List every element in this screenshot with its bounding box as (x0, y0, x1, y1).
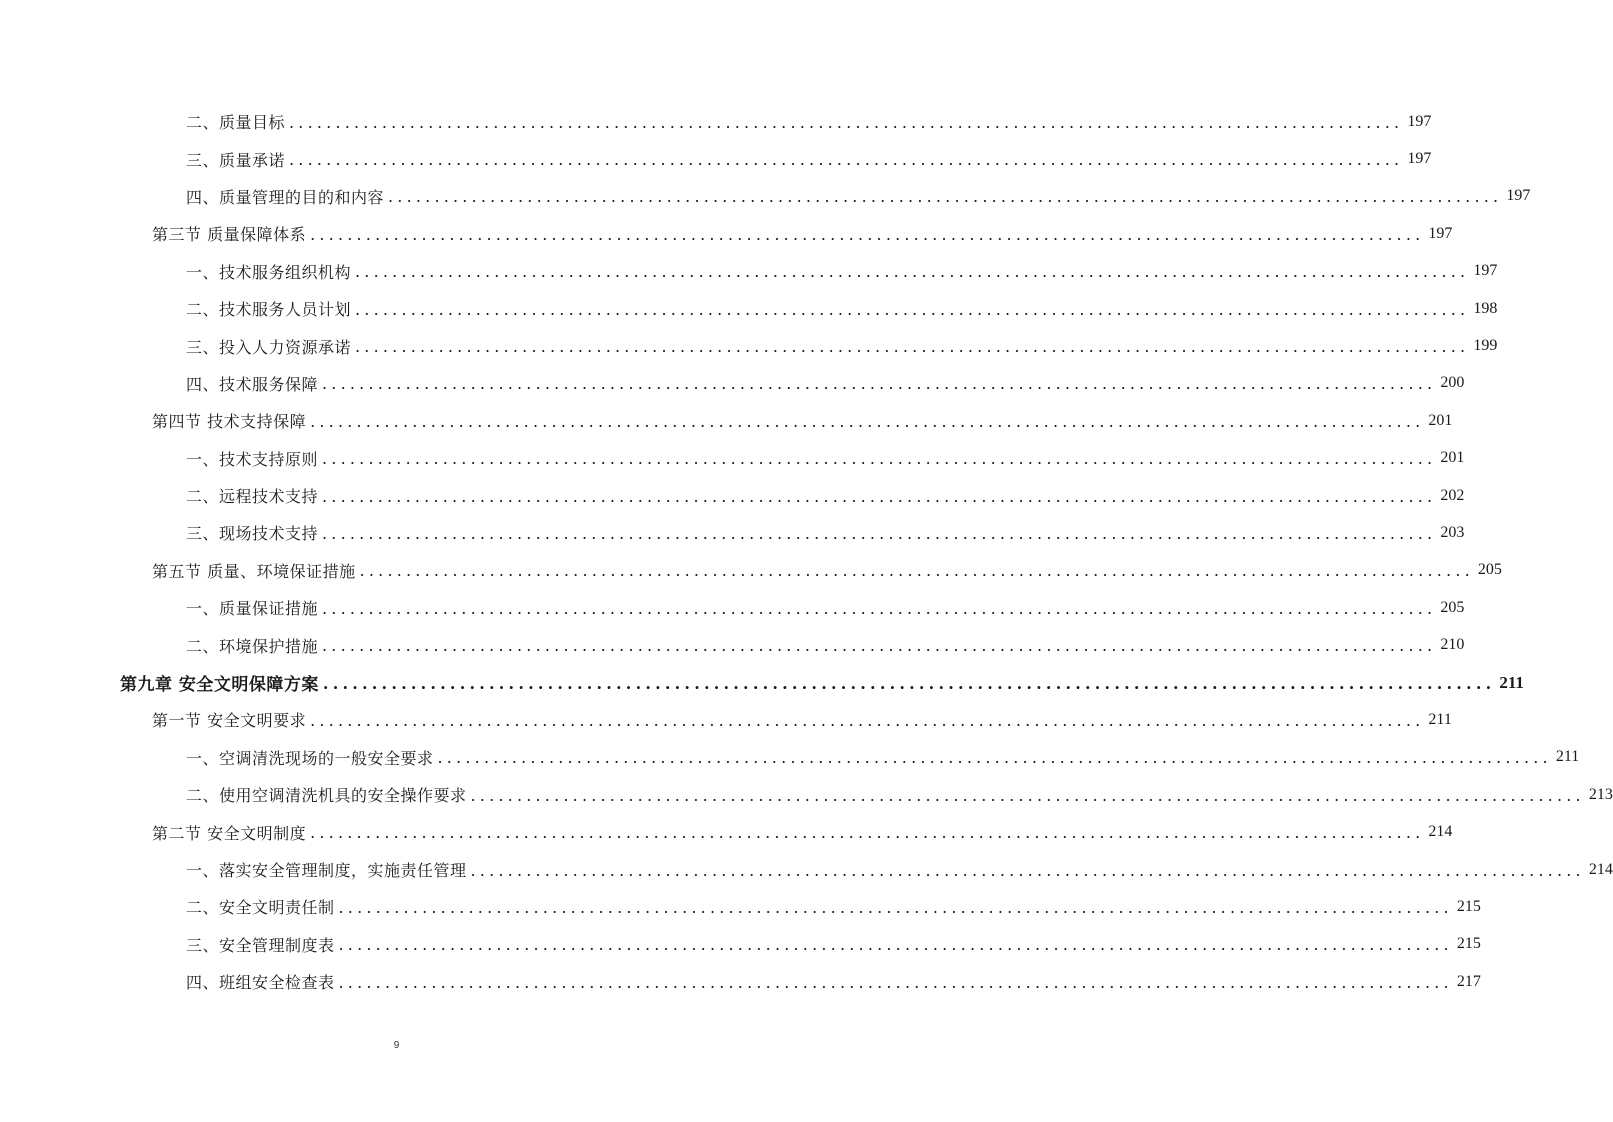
toc-dot-leader: ........................................................................................................................ (322, 374, 1437, 394)
toc-entry-page: 198 (1473, 299, 1498, 317)
toc-entry-title: 一、质量保证措施 (186, 596, 322, 619)
toc-entry-page: 199 (1473, 337, 1498, 355)
toc-dot-leader: ........................................................................................................................ (322, 673, 1496, 693)
toc-dot-leader: ........................................................................................................................ (338, 935, 1453, 955)
toc-entry-title: 第三节 质量保障体系 (152, 222, 310, 245)
toc-entry-page: 197 (1473, 262, 1498, 280)
toc-item-entry[interactable] (0, 888, 1481, 925)
toc-entry-page: 202 (1440, 486, 1465, 504)
toc-dot-leader: ........................................................................................................................ (310, 710, 1425, 730)
toc-entry-title: 三、安全管理制度表 (186, 933, 339, 956)
toc-item-entry[interactable] (0, 963, 1481, 1000)
toc-entry-page: 211 (1555, 748, 1580, 766)
toc-section-entry[interactable] (0, 215, 1453, 252)
table-of-contents (0, 103, 1613, 1000)
toc-dot-leader: ........................................................................................................................ (289, 150, 1404, 170)
toc-entry-title: 第九章 安全文明保障方案 (120, 670, 323, 695)
toc-entry-page: 215 (1456, 935, 1481, 953)
toc-entry-page: 197 (1428, 224, 1453, 242)
toc-entry-page: 215 (1456, 897, 1481, 915)
toc-entry-title: 第二节 安全文明制度 (152, 821, 310, 844)
toc-item-entry[interactable] (0, 926, 1481, 963)
toc-entry-title: 二、技术服务人员计划 (186, 297, 355, 320)
toc-item-entry[interactable] (0, 140, 1432, 177)
toc-entry-title: 二、远程技术支持 (186, 484, 322, 507)
toc-dot-leader: ........................................................................................................................ (470, 785, 1585, 805)
toc-dot-leader: ........................................................................................................................ (310, 823, 1425, 843)
toc-dot-leader: ........................................................................................................................ (470, 860, 1585, 880)
toc-entry-page: 211 (1499, 672, 1524, 692)
toc-dot-leader: ........................................................................................................................ (355, 262, 1470, 282)
toc-entry-title: 二、环境保护措施 (186, 634, 322, 657)
toc-item-entry[interactable] (0, 440, 1465, 477)
toc-item-entry[interactable] (0, 776, 1613, 813)
toc-item-entry[interactable] (0, 851, 1613, 888)
toc-dot-leader: ........................................................................................................................ (437, 748, 1552, 768)
toc-dot-leader: ........................................................................................................................ (322, 636, 1437, 656)
toc-entry-title: 一、技术支持原则 (186, 447, 322, 470)
toc-chapter-entry[interactable] (0, 664, 1524, 701)
toc-entry-title: 三、投入人力资源承诺 (186, 335, 355, 358)
toc-entry-page: 205 (1440, 598, 1465, 616)
toc-item-entry[interactable] (0, 739, 1580, 776)
toc-section-entry[interactable] (0, 813, 1453, 850)
toc-dot-leader: ........................................................................................................................ (322, 486, 1437, 506)
toc-section-entry[interactable] (0, 402, 1453, 439)
toc-entry-title: 三、质量承诺 (186, 148, 289, 171)
toc-entry-title: 一、落实安全管理制度，实施责任管理 (186, 858, 471, 881)
toc-entry-page: 201 (1428, 411, 1453, 429)
toc-entry-page: 200 (1440, 374, 1465, 392)
toc-entry-title: 第四节 技术支持保障 (152, 409, 310, 432)
toc-entry-title: 四、班组安全检查表 (186, 970, 339, 993)
toc-entry-page: 214 (1588, 860, 1613, 878)
toc-dot-leader: ........................................................................................................................ (322, 523, 1437, 543)
toc-dot-leader: ........................................................................................................................ (322, 449, 1437, 469)
toc-dot-leader: ........................................................................................................................ (355, 337, 1470, 357)
toc-item-entry[interactable] (0, 327, 1498, 364)
toc-item-entry[interactable] (0, 365, 1465, 402)
toc-dot-leader: ........................................................................................................................ (310, 224, 1425, 244)
toc-entry-page: 197 (1407, 112, 1432, 130)
toc-section-entry[interactable] (0, 552, 1502, 589)
toc-dot-leader: ........................................................................................................................ (322, 598, 1437, 618)
toc-entry-title: 第一节 安全文明要求 (152, 708, 310, 731)
toc-entry-title: 二、质量目标 (186, 110, 289, 133)
toc-item-entry[interactable] (0, 178, 1531, 215)
toc-entry-page: 213 (1588, 785, 1613, 803)
toc-entry-title: 一、空调清洗现场的一般安全要求 (186, 746, 438, 769)
toc-entry-title: 四、质量管理的目的和内容 (186, 185, 388, 208)
toc-entry-title: 一、技术服务组织机构 (186, 260, 355, 283)
toc-dot-leader: ........................................................................................................................ (355, 299, 1470, 319)
toc-dot-leader: ........................................................................................................................ (388, 187, 1503, 207)
toc-item-entry[interactable] (0, 589, 1465, 626)
toc-dot-leader: ........................................................................................................................ (359, 561, 1474, 581)
toc-entry-title: 第五节 质量、环境保证措施 (152, 559, 360, 582)
toc-section-entry[interactable] (0, 701, 1452, 738)
toc-entry-page: 197 (1506, 187, 1531, 205)
toc-dot-leader: ........................................................................................................................ (310, 411, 1425, 431)
toc-entry-title: 二、安全文明责任制 (186, 895, 339, 918)
toc-item-entry[interactable] (0, 477, 1465, 514)
toc-dot-leader: ........................................................................................................................ (338, 972, 1453, 992)
toc-dot-leader: ........................................................................................................................ (338, 897, 1453, 917)
toc-entry-page: 214 (1428, 823, 1453, 841)
toc-entry-page: 201 (1440, 449, 1465, 467)
toc-item-entry[interactable] (0, 103, 1432, 140)
toc-item-entry[interactable] (0, 626, 1465, 663)
toc-entry-page: 203 (1440, 523, 1465, 541)
toc-entry-page: 210 (1440, 636, 1465, 654)
toc-dot-leader: ........................................................................................................................ (289, 112, 1404, 132)
toc-entry-title: 四、技术服务保障 (186, 372, 322, 395)
toc-item-entry[interactable] (0, 253, 1498, 290)
toc-entry-page: 197 (1407, 150, 1432, 168)
toc-entry-page: 205 (1477, 561, 1502, 579)
toc-entry-title: 三、现场技术支持 (186, 521, 322, 544)
page-number: 9 (393, 1040, 400, 1051)
toc-entry-title: 二、使用空调清洗机具的安全操作要求 (186, 783, 471, 806)
toc-entry-page: 211 (1428, 710, 1452, 728)
toc-item-entry[interactable] (0, 290, 1498, 327)
toc-item-entry[interactable] (0, 514, 1465, 551)
toc-entry-page: 217 (1456, 972, 1481, 990)
